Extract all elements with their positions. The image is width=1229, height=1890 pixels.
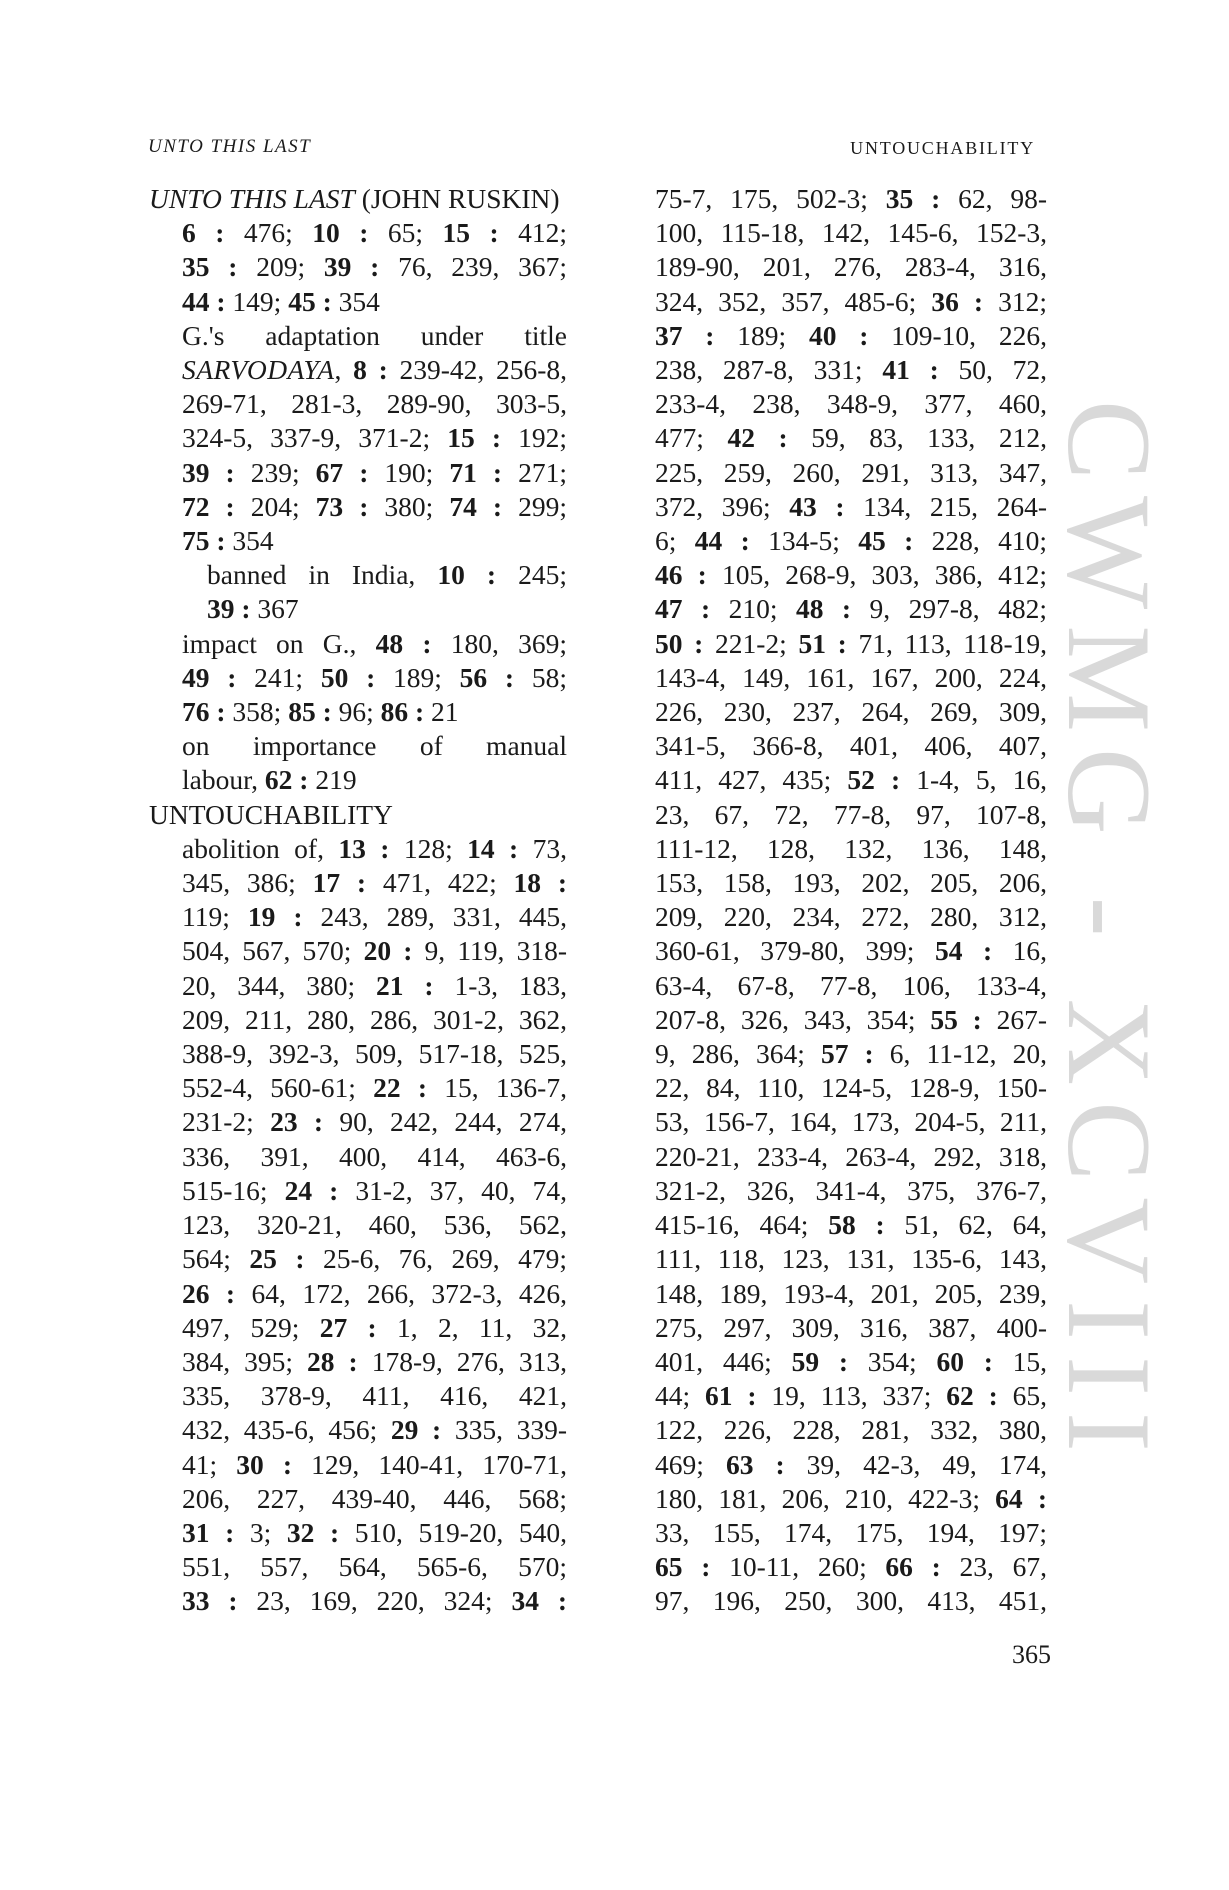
index-line: 564; 25 : 25-6, 76, 269, 479; [182, 1243, 567, 1275]
index-line: 360-61, 379-80, 399; 54 : 16, [655, 935, 1047, 967]
index-line: 226, 230, 237, 264, 269, 309, [655, 696, 1047, 728]
index-line: 231-2; 23 : 90, 242, 244, 274, [182, 1106, 567, 1138]
index-line: 321-2, 326, 341-4, 375, 376-7, [655, 1174, 1047, 1206]
index-line: 497, 529; 27 : 1, 2, 11, 32, [182, 1311, 567, 1343]
index-line: 388-9, 392-3, 509, 517-18, 525, [182, 1038, 567, 1070]
index-line: 119; 19 : 243, 289, 331, 445, [182, 901, 567, 933]
index-line: 345, 386; 17 : 471, 422; 18 : [182, 867, 567, 899]
index-line: 44 : 149; 45 : 354 [182, 285, 380, 317]
index-line: 53, 156-7, 164, 173, 204-5, 211, [655, 1106, 1047, 1138]
index-line: 35 : 209; 39 : 76, 239, 367; [182, 251, 568, 283]
index-line: 33 : 23, 169, 220, 324; 34 : [182, 1585, 567, 1617]
index-line: 233-4, 238, 348-9, 377, 460, [655, 388, 1047, 420]
index-column-right [655, 182, 1047, 1619]
index-line: 39 : 239; 67 : 190; 71 : 271; [182, 456, 567, 488]
index-line: 39 : 367 [207, 593, 299, 625]
index-line: abolition of, 13 : 128; 14 : 73, [182, 832, 567, 864]
index-line: 111, 118, 123, 131, 135-6, 143, [655, 1243, 1047, 1275]
index-line: 46 : 105, 268-9, 303, 386, 412; [655, 559, 1047, 591]
index-line: 477; 42 : 59, 83, 133, 212, [655, 422, 1047, 454]
index-line: 209, 211, 280, 286, 301-2, 362, [182, 1003, 567, 1035]
watermark: CWMG - XCVIII [1043, 400, 1176, 1468]
index-line: 75 : 354 [182, 525, 274, 557]
index-line: 415-16, 464; 58 : 51, 62, 64, [655, 1209, 1047, 1241]
index-line: 122, 226, 228, 281, 332, 380, [655, 1414, 1047, 1446]
index-line: 180, 181, 206, 210, 422-3; 64 : [655, 1482, 1047, 1514]
index-line: 75-7, 175, 502-3; 35 : 62, 98- [655, 183, 1047, 214]
index-line: on importance of manual [182, 730, 567, 762]
index-line: labour, 62 : 219 [182, 764, 357, 796]
index-line: 336, 391, 400, 414, 463-6, [182, 1140, 567, 1172]
index-line: impact on G., 48 : 180, 369; [182, 627, 567, 659]
index-line: 411, 427, 435; 52 : 1-4, 5, 16, [655, 764, 1047, 796]
index-line: 207-8, 326, 343, 354; 55 : 267- [655, 1003, 1047, 1035]
index-line: 238, 287-8, 331; 41 : 50, 72, [655, 354, 1047, 386]
index-line: 97, 196, 250, 300, 413, 451, [655, 1585, 1047, 1617]
index-line: 335, 378-9, 411, 416, 421, [182, 1380, 567, 1412]
index-line: 6; 44 : 134-5; 45 : 228, 410; [655, 525, 1047, 557]
page-number: 365 [1012, 1640, 1051, 1669]
running-head-left: UNTO THIS LAST [148, 136, 312, 157]
index-line: 76 : 358; 85 : 96; 86 : 21 [182, 696, 459, 728]
index-line: G.'s adaptation under title [182, 319, 567, 351]
index-line: 515-16; 24 : 31-2, 37, 40, 74, [182, 1174, 567, 1206]
index-line: 100, 115-18, 142, 145-6, 152-3, [655, 217, 1047, 249]
index-line: 123, 320-21, 460, 536, 562, [182, 1209, 567, 1241]
index-line: 275, 297, 309, 316, 387, 400- [655, 1311, 1047, 1343]
index-heading: UNTO THIS LAST (JOHN RUSKIN) [149, 183, 560, 214]
index-line: 372, 396; 43 : 134, 215, 264- [655, 490, 1047, 522]
index-line: 143-4, 149, 161, 167, 200, 224, [655, 661, 1047, 693]
index-line: 324-5, 337-9, 371-2; 15 : 192; [182, 422, 567, 454]
index-line: 551, 557, 564, 565-6, 570; [182, 1551, 567, 1583]
index-line: 44; 61 : 19, 113, 337; 62 : 65, [655, 1380, 1048, 1412]
index-line: 504, 567, 570; 20 : 9, 119, 318- [182, 935, 567, 967]
index-line: 189-90, 201, 276, 283-4, 316, [655, 251, 1047, 283]
index-line: 341-5, 366-8, 401, 406, 407, [655, 730, 1047, 762]
index-line: 469; 63 : 39, 42-3, 49, 174, [655, 1448, 1047, 1480]
index-line: 50 : 221-2; 51 : 71, 113, 118-19, [655, 627, 1047, 659]
index-line: 432, 435-6, 456; 29 : 335, 339- [182, 1414, 567, 1446]
running-head-right: UNTOUCHABILITY [850, 138, 1035, 158]
index-line: banned in India, 10 : 245; [207, 559, 568, 591]
index-line: 269-71, 281-3, 289-90, 303-5, [182, 388, 567, 420]
index-line: 401, 446; 59 : 354; 60 : 15, [655, 1345, 1048, 1377]
index-line: 72 : 204; 73 : 380; 74 : 299; [182, 490, 567, 522]
index-line: 153, 158, 193, 202, 205, 206, [655, 867, 1047, 899]
index-line: 22, 84, 110, 124-5, 128-9, 150- [655, 1072, 1047, 1104]
index-line: 148, 189, 193-4, 201, 205, 239, [655, 1277, 1047, 1309]
index-line: 65 : 10-11, 260; 66 : 23, 67, [655, 1551, 1047, 1583]
index-line: 9, 286, 364; 57 : 6, 11-12, 20, [655, 1038, 1048, 1070]
index-line: 47 : 210; 48 : 9, 297-8, 482; [655, 593, 1047, 625]
index-line: 23, 67, 72, 77-8, 97, 107-8, [655, 798, 1047, 830]
index-line: 20, 344, 380; 21 : 1-3, 183, [182, 969, 567, 1001]
index-line: 552-4, 560-61; 22 : 15, 136-7, [182, 1072, 567, 1104]
index-line: 26 : 64, 172, 266, 372-3, 426, [182, 1277, 567, 1309]
index-line: 33, 155, 174, 175, 194, 197; [655, 1516, 1047, 1548]
index-line: 209, 220, 234, 272, 280, 312, [655, 901, 1047, 933]
index-line: 206, 227, 439-40, 446, 568; [182, 1482, 567, 1514]
index-line: 63-4, 67-8, 77-8, 106, 133-4, [655, 969, 1047, 1001]
index-line: 37 : 189; 40 : 109-10, 226, [655, 319, 1047, 351]
index-heading: UNTOUCHABILITY [149, 798, 393, 830]
index-line: 225, 259, 260, 291, 313, 347, [655, 456, 1047, 488]
index-line: SARVODAYA, 8 : 239-42, 256-8, [182, 354, 567, 386]
index-line: 31 : 3; 32 : 510, 519-20, 540, [182, 1516, 567, 1548]
index-line: 324, 352, 357, 485-6; 36 : 312; [655, 285, 1047, 317]
index-line: 111-12, 128, 132, 136, 148, [655, 832, 1047, 864]
index-column-left [149, 182, 567, 1619]
index-line: 49 : 241; 50 : 189; 56 : 58; [182, 661, 567, 693]
index-line: 6 : 476; 10 : 65; 15 : 412; [182, 217, 567, 249]
index-line: 41; 30 : 129, 140-41, 170-71, [182, 1448, 567, 1480]
index-line: 220-21, 233-4, 263-4, 292, 318, [655, 1140, 1047, 1172]
index-line: 384, 395; 28 : 178-9, 276, 313, [182, 1345, 567, 1377]
